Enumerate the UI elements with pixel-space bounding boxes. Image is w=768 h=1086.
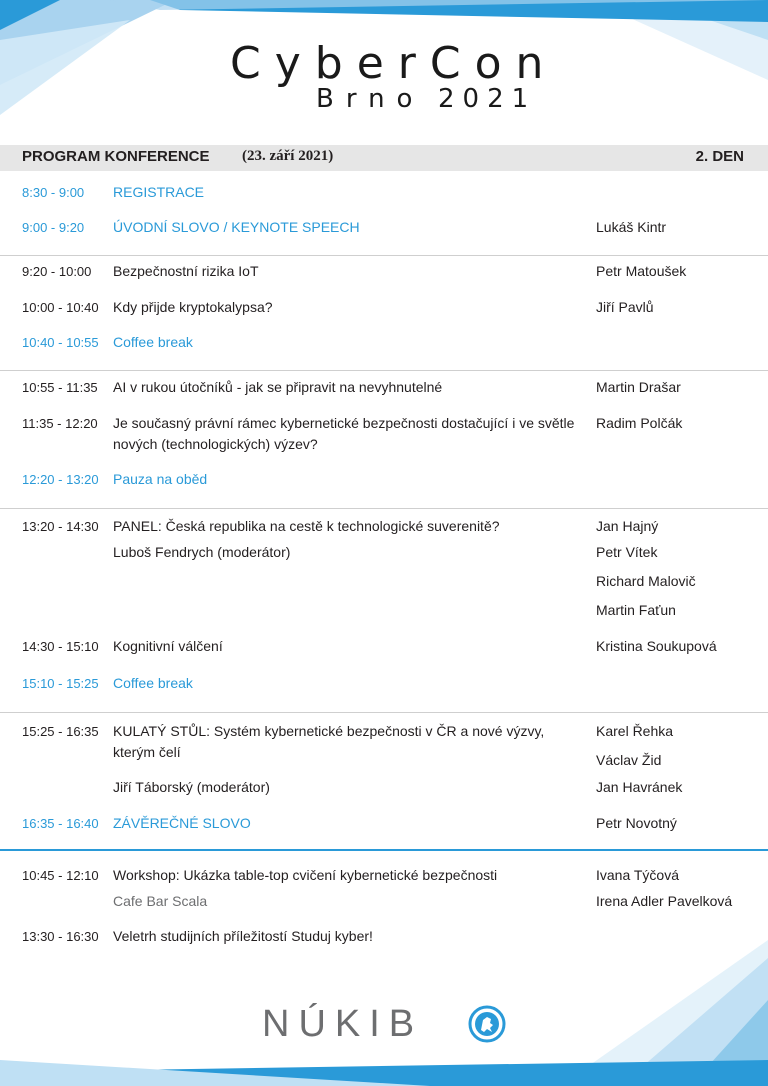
row-title: Coffee break (113, 675, 193, 691)
row-time: 9:20 - 10:00 (22, 264, 92, 279)
nukib-logo (262, 1003, 512, 1045)
row-time: 16:35 - 16:40 (22, 816, 99, 831)
logo-cybercon-text: CyberCon (230, 38, 558, 89)
row-title: Kognitivní válčení (113, 638, 223, 654)
section-divider (0, 255, 768, 256)
row-time: 10:45 - 12:10 (22, 868, 99, 883)
row-time: 13:30 - 16:30 (22, 929, 99, 944)
program-title: PROGRAM KONFERENCE (22, 148, 210, 165)
logo-city-text: Brno (316, 84, 425, 114)
row-speaker: Petr Vítek (596, 544, 658, 560)
program-day: 2. DEN (695, 148, 744, 165)
section-divider (0, 370, 768, 371)
row-title: Cafe Bar Scala (113, 893, 208, 909)
row-speaker: Václav Žid (596, 752, 662, 768)
row-title: Workshop: Ukázka table-top cvičení kybernetické bezpečnosti (113, 867, 498, 883)
row-title: PANEL: Česká republika na cestě k technologické suverenitě? (113, 518, 500, 534)
row-speaker: Lukáš Kintr (596, 219, 667, 235)
program-date: (23. září 2021) (242, 148, 334, 164)
row-time: 14:30 - 15:10 (22, 639, 99, 654)
row-title: Luboš Fendrych (moderátor) (113, 544, 291, 560)
section-divider (0, 508, 768, 509)
row-time: 8:30 - 9:00 (22, 185, 85, 200)
cybercon-logo (230, 38, 558, 120)
section-divider (0, 712, 768, 713)
nukib-logo-text: NÚKIB (262, 1003, 424, 1045)
row-time: 11:35 - 12:20 (22, 416, 98, 431)
row-title: Bezpečnostní rizika IoT (113, 263, 259, 279)
logo-year-text: 2021 (438, 84, 537, 114)
row-title: Veletrh studijních příležitostí Studuj kyber! (113, 928, 373, 944)
row-speaker: Petr Matoušek (596, 263, 687, 279)
row-speaker: Martin Faťun (596, 602, 676, 618)
row-time: 13:20 - 14:30 (22, 519, 99, 534)
row-time: 10:55 - 11:35 (22, 380, 98, 395)
section-divider (0, 849, 768, 851)
row-speaker: Irena Adler Pavelková (596, 893, 733, 909)
row-time: 15:10 - 15:25 (22, 676, 99, 691)
row-time: 9:00 - 9:20 (22, 220, 85, 235)
row-speaker: Petr Novotný (596, 815, 677, 831)
row-speaker: Jan Hajný (596, 518, 659, 534)
row-time: 10:40 - 10:55 (22, 335, 99, 350)
row-title: KULATÝ STŮL: Systém kybernetické bezpečnosti v ČR a nové výzvy, kterým čelí (113, 723, 545, 760)
row-time: 12:20 - 13:20 (22, 472, 99, 487)
program-header (0, 145, 768, 171)
row-title: Pauza na oběd (113, 471, 208, 487)
row-speaker: Radim Polčák (596, 415, 683, 431)
row-time: 10:00 - 10:40 (22, 300, 99, 315)
row-time: 15:25 - 16:35 (22, 724, 99, 739)
row-speaker: Jan Havránek (596, 779, 683, 795)
row-title: ZÁVĚREČNÉ SLOVO (113, 815, 251, 831)
row-title: Jiří Táborský (moderátor) (113, 779, 270, 795)
row-speaker: Karel Řehka (596, 723, 674, 739)
row-title: AI v rukou útočníků - jak se připravit na nevyhnutelné (113, 379, 443, 395)
row-speaker: Ivana Týčová (596, 867, 680, 883)
row-speaker: Jiří Pavlů (596, 299, 654, 315)
lion-emblem-icon (468, 1005, 506, 1043)
row-title: Coffee break (113, 334, 193, 350)
row-speaker: Richard Malovič (596, 573, 696, 589)
row-speaker: Martin Drašar (596, 379, 681, 395)
row-title: Kdy přijde kryptokalypsa? (113, 299, 273, 315)
row-title: REGISTRACE (113, 184, 205, 200)
row-speaker: Kristina Soukupová (596, 638, 717, 654)
row-title: Je současný právní rámec kybernetické bezpečnosti dostačující i ve světle nových (technologických) výzev? (113, 415, 575, 452)
row-title: ÚVODNÍ SLOVO / KEYNOTE SPEECH (113, 219, 360, 235)
